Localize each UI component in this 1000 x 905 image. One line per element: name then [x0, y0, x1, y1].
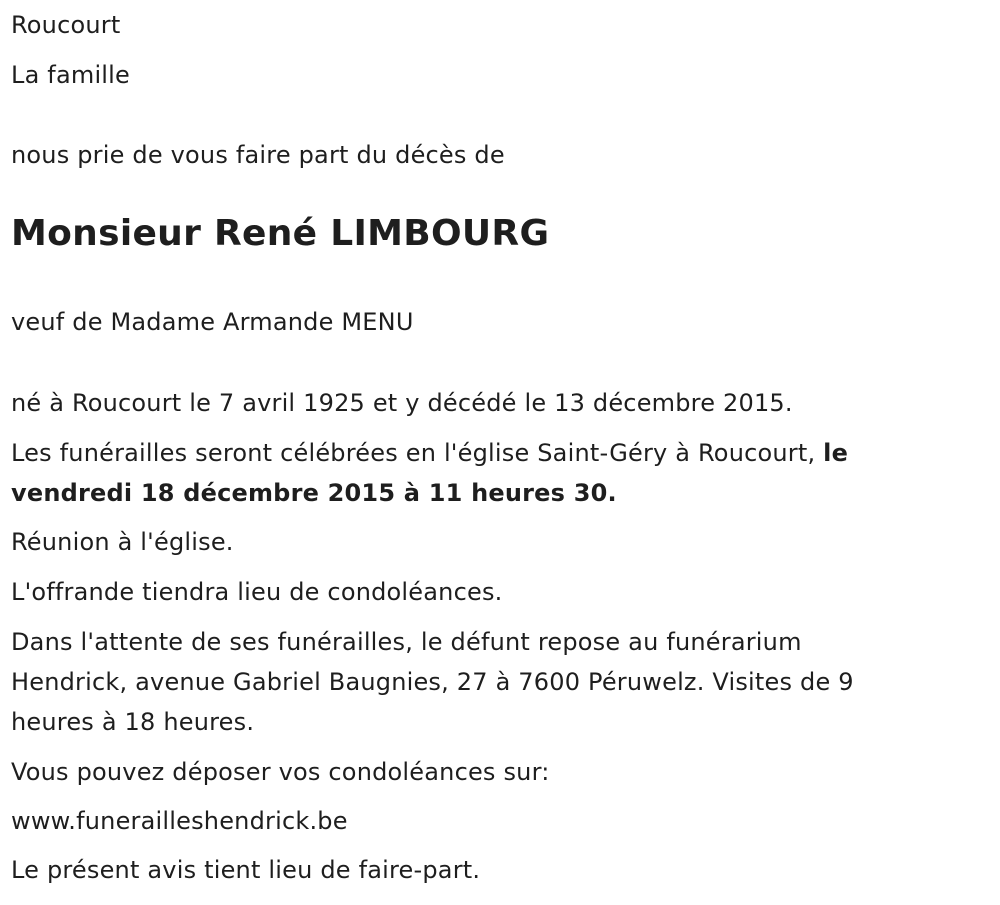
- funeral-date-bold: vendredi 18 décembre 2015 à 11 heures 30.: [11, 479, 617, 507]
- intro-text: nous prie de vous faire part du décès de: [11, 141, 505, 169]
- deceased-name-heading: Monsieur René LIMBOURG: [11, 213, 550, 254]
- offering-text: L'offrande tiendra lieu de condoléances.: [11, 578, 503, 606]
- funeral-text-prefix: Les funérailles seront célébrées en l'église Saint-Géry à Roucourt,: [11, 439, 824, 467]
- closing-text: Le présent avis tient lieu de faire-part.: [11, 856, 481, 884]
- repose-text-line-1: Dans l'attente de ses funérailles, le défunt repose au funérarium: [11, 628, 802, 656]
- condolences-label: Vous pouvez déposer vos condoléances sur:: [11, 758, 550, 786]
- website-link[interactable]: www.funerailleshendrick.be: [11, 807, 348, 835]
- meeting-text: Réunion à l'église.: [11, 528, 234, 556]
- repose-text-line-3: heures à 18 heures.: [11, 708, 255, 736]
- place-text: Roucourt: [11, 11, 121, 39]
- family-text: La famille: [11, 61, 131, 89]
- funeral-text-line-1: [11, 433, 848, 473]
- funeral-date-bold-start: le: [823, 439, 849, 467]
- birth-death-text: né à Roucourt le 7 avril 1925 et y décédé le 13 décembre 2015.: [11, 389, 793, 417]
- spouse-text: veuf de Madame Armande MENU: [11, 308, 414, 336]
- repose-text-line-2: Hendrick, avenue Gabriel Baugnies, 27 à 7600 Péruwelz. Visites de 9: [11, 668, 854, 696]
